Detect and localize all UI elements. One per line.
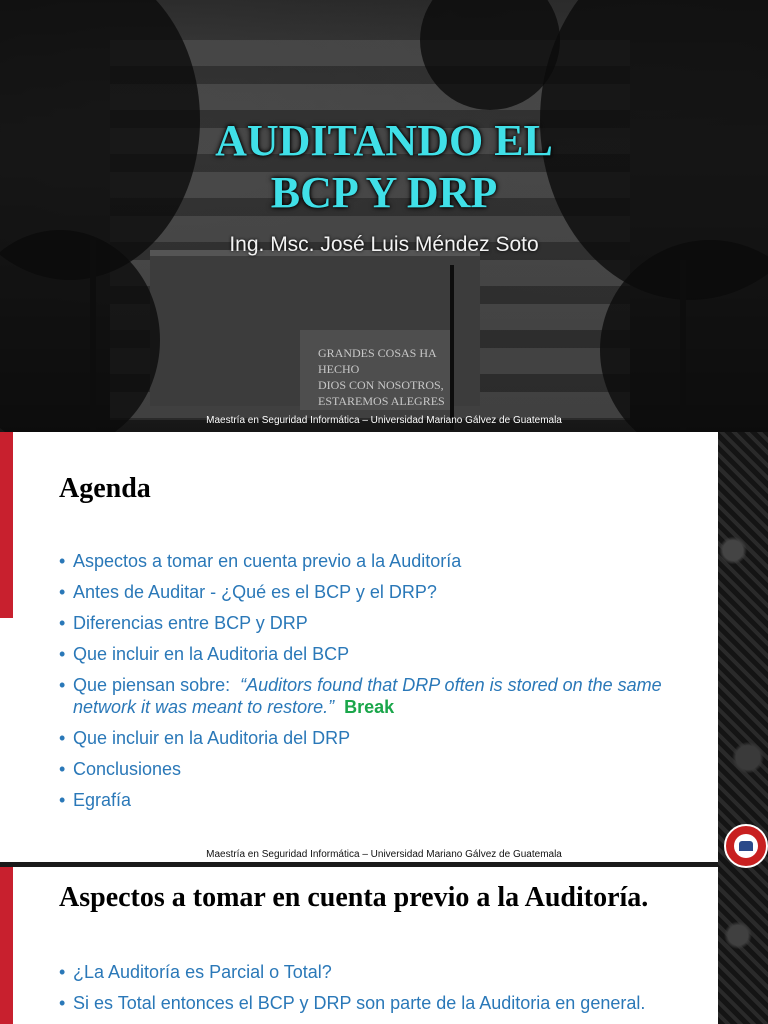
- list-item: • Diferencias entre BCP y DRP: [59, 612, 709, 634]
- sign-line: DIOS CON NOSOTROS,: [318, 378, 444, 392]
- logo-mark: [739, 841, 753, 851]
- tree-trunk: [680, 260, 686, 430]
- title-slide: [0, 0, 768, 432]
- list-item: • Que incluir en la Auditoria del BCP: [59, 643, 709, 665]
- break-label: Break: [344, 697, 395, 717]
- slide-footer: Maestría en Seguridad Informática – Universidad Mariano Gálvez de Guatemala: [206, 415, 562, 426]
- list-item-label: Que piensan sobre:: [73, 675, 231, 695]
- aspects-slide: [0, 867, 718, 1024]
- slide-heading: Agenda: [59, 473, 151, 504]
- quote-text: “Auditors found that DRP often is stored on the same network it was meant to restore.”: [73, 675, 662, 717]
- list-item: • ¿La Auditoría es Parcial o Total?: [59, 961, 718, 983]
- building-sign-text: [318, 345, 448, 409]
- slide-footer: Maestría en Seguridad Informática – Universidad Mariano Gálvez de Guatemala: [206, 849, 562, 860]
- accent-bar: [0, 867, 13, 1024]
- agenda-slide: [0, 432, 718, 862]
- title-line: BCP Y DRP: [270, 168, 498, 217]
- logo-inner: [734, 834, 758, 858]
- sign-line: ESTAREMOS ALEGRES: [318, 394, 445, 408]
- title-line: AUDITANDO EL: [215, 116, 553, 165]
- presentation-title: [0, 115, 768, 219]
- list-item: • Egrafía: [59, 789, 709, 811]
- sign-line: GRANDES COSAS HA HECHO: [318, 346, 437, 376]
- aspects-list: [59, 961, 718, 1023]
- list-item: [59, 674, 709, 718]
- background-photo-strip: [718, 432, 768, 1024]
- slide-heading: Aspectos a tomar en cuenta previo a la Auditoría.: [59, 882, 649, 913]
- tree-trunk: [90, 240, 96, 430]
- accent-bar: [0, 432, 13, 618]
- list-item: • Aspectos a tomar en cuenta previo a la Auditoría: [59, 550, 709, 572]
- list-item: • Que incluir en la Auditoria del DRP: [59, 727, 709, 749]
- lamp-post: [450, 265, 454, 430]
- presenter-name: Ing. Msc. José Luis Méndez Soto: [229, 233, 539, 256]
- agenda-list: [59, 550, 709, 820]
- list-item: • Si es Total entonces el BCP y DRP son parte de la Auditoria en general.: [59, 992, 718, 1014]
- list-item: • Antes de Auditar - ¿Qué es el BCP y el DRP?: [59, 581, 709, 603]
- list-item: • Conclusiones: [59, 758, 709, 780]
- university-logo-icon: [724, 824, 768, 868]
